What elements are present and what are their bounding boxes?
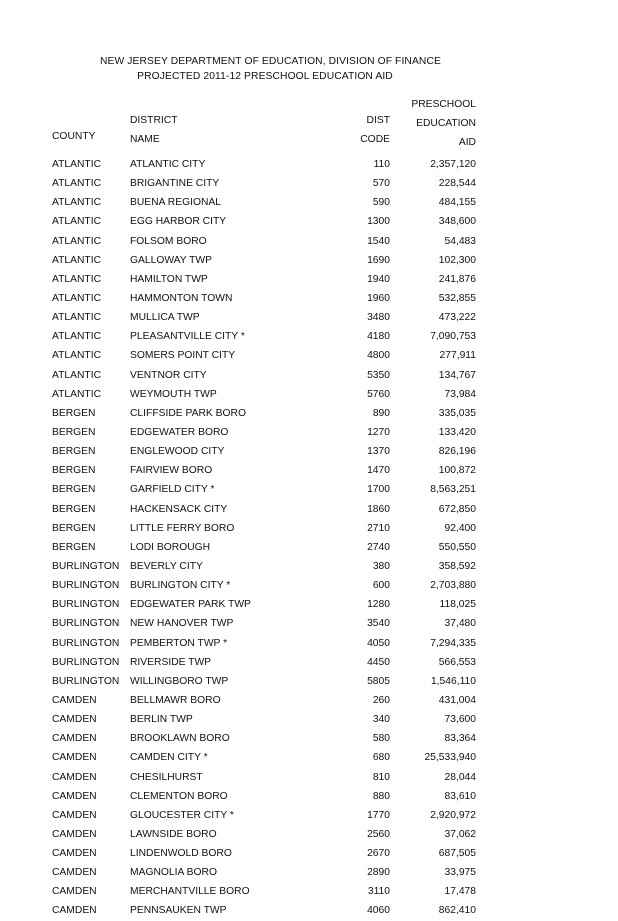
table-row: [0, 423, 618, 442]
district-name-cell: FOLSOM BORO: [130, 235, 207, 247]
table-row: [0, 346, 618, 365]
district-name-cell: WEYMOUTH TWP: [130, 388, 217, 400]
aid-amount-cell: 2,357,120: [430, 159, 476, 170]
column-header-code-line2: CODE: [360, 134, 390, 145]
county-cell: CAMDEN: [52, 733, 97, 745]
district-name-cell: ENGLEWOOD CITY: [130, 446, 225, 458]
county-cell: BERGEN: [52, 465, 96, 477]
aid-amount-cell: 102,300: [438, 254, 476, 266]
district-code-cell: 810: [372, 771, 390, 783]
county-cell: ATLANTIC: [52, 235, 102, 247]
district-code-cell: 380: [372, 560, 390, 572]
table-row: [0, 806, 618, 825]
table-row: [0, 289, 618, 308]
aid-amount-cell: 277,911: [439, 350, 476, 362]
aid-amount-cell: 7,090,753: [430, 331, 476, 343]
table-row: [0, 844, 618, 863]
table-row: [0, 385, 618, 404]
district-name-cell: LITTLE FERRY BORO: [130, 522, 235, 534]
county-cell: BERGEN: [52, 484, 96, 496]
table-row: [0, 500, 618, 519]
table-row: [0, 193, 618, 212]
district-code-cell: 2740: [367, 541, 390, 553]
table-row: [0, 595, 618, 614]
county-cell: CAMDEN: [52, 828, 97, 840]
aid-amount-cell: 473,222: [438, 312, 476, 324]
aid-amount-cell: 566,553: [438, 656, 476, 668]
county-cell: BERGEN: [52, 446, 96, 458]
county-cell: CAMDEN: [52, 790, 97, 802]
aid-amount-cell: 17,478: [444, 886, 476, 898]
table-row: [0, 729, 618, 748]
district-code-cell: 2710: [367, 522, 390, 534]
county-cell: CAMDEN: [52, 714, 97, 726]
county-cell: CAMDEN: [52, 905, 97, 917]
district-code-cell: 1770: [367, 809, 390, 821]
district-name-cell: GALLOWAY TWP: [130, 254, 213, 266]
table-row: [0, 538, 618, 557]
table-row: [0, 768, 618, 787]
table-row: [0, 404, 618, 423]
column-header-district-name: [130, 111, 177, 149]
county-cell: ATLANTIC: [52, 197, 102, 209]
table-row: [0, 901, 618, 920]
table-row: [0, 155, 618, 174]
county-cell: BERGEN: [52, 522, 96, 534]
district-table: [0, 155, 618, 921]
county-cell: ATLANTIC: [52, 273, 102, 285]
county-cell: BERGEN: [52, 407, 96, 419]
county-cell: ATLANTIC: [52, 216, 102, 228]
table-row: [0, 442, 618, 461]
district-name-cell: BERLIN TWP: [130, 714, 193, 726]
district-code-cell: 5350: [367, 369, 390, 381]
district-code-cell: 4050: [367, 637, 390, 649]
aid-amount-cell: 134,767: [438, 369, 476, 381]
county-cell: ATLANTIC: [52, 350, 102, 362]
aid-amount-cell: 7,294,335: [430, 637, 476, 649]
county-cell: BERGEN: [52, 503, 96, 515]
aid-amount-cell: 672,850: [438, 503, 476, 515]
district-name-cell: BROOKLAWN BORO: [130, 733, 230, 745]
district-name-cell: LODI BOROUGH: [130, 541, 211, 553]
table-row: [0, 882, 618, 901]
aid-amount-cell: 335,035: [438, 407, 476, 419]
district-code-cell: 4450: [367, 656, 390, 668]
district-name-cell: HAMILTON TWP: [130, 273, 208, 285]
county-cell: BURLINGTON: [52, 560, 120, 572]
district-code-cell: 110: [373, 159, 390, 170]
column-header-district-line1: DISTRICT: [130, 115, 178, 126]
document-subtitle: PROJECTED 2011-12 PRESCHOOL EDUCATION AID: [137, 71, 393, 82]
county-cell: BURLINGTON: [52, 618, 120, 630]
column-header-preschool-aid: [400, 95, 476, 152]
column-header-aid-line3: AID: [458, 137, 476, 148]
county-cell: BURLINGTON: [52, 580, 120, 592]
district-name-cell: CLIFFSIDE PARK BORO: [130, 407, 246, 419]
table-row: [0, 366, 618, 385]
county-cell: BURLINGTON: [52, 675, 120, 687]
column-header-aid-line2: EDUCATION: [416, 118, 476, 129]
aid-amount-cell: 25,533,940: [424, 752, 476, 764]
district-code-cell: 680: [372, 752, 390, 764]
district-code-cell: 260: [372, 694, 390, 706]
county-cell: CAMDEN: [52, 694, 97, 706]
district-name-cell: FAIRVIEW BORO: [130, 465, 213, 477]
document-title: NEW JERSEY DEPARTMENT OF EDUCATION, DIVISION OF FINANCE: [100, 56, 441, 67]
county-cell: BURLINGTON: [52, 599, 120, 611]
district-name-cell: PLEASANTVILLE CITY *: [130, 331, 245, 343]
district-name-cell: CHESILHURST: [130, 771, 203, 783]
aid-amount-cell: 431,004: [438, 694, 476, 706]
county-cell: ATLANTIC: [52, 388, 102, 400]
district-code-cell: 1700: [367, 484, 390, 496]
district-name-cell: MAGNOLIA BORO: [130, 867, 217, 879]
column-header-dist-code: [320, 111, 390, 149]
aid-amount-cell: 83,610: [444, 790, 476, 802]
district-code-cell: 1370: [367, 446, 390, 458]
table-row: [0, 825, 618, 844]
county-cell: CAMDEN: [52, 886, 97, 898]
aid-amount-cell: 550,550: [438, 541, 476, 553]
aid-amount-cell: 8,563,251: [430, 484, 476, 496]
district-name-cell: HAMMONTON TOWN: [130, 292, 233, 304]
district-code-cell: 590: [372, 197, 390, 209]
column-header-county: COUNTY: [52, 131, 96, 142]
district-code-cell: 3480: [367, 312, 390, 324]
district-name-cell: EDGEWATER BORO: [130, 426, 229, 438]
district-name-cell: GLOUCESTER CITY *: [130, 809, 234, 821]
aid-amount-cell: 532,855: [438, 292, 476, 304]
table-row: [0, 691, 618, 710]
county-cell: BURLINGTON: [52, 656, 120, 668]
district-code-cell: 570: [372, 178, 390, 190]
aid-amount-cell: 73,984: [444, 388, 476, 400]
district-code-cell: 890: [372, 407, 390, 419]
district-code-cell: 1280: [367, 599, 390, 611]
district-code-cell: 1940: [367, 273, 390, 285]
aid-amount-cell: 100,872: [438, 465, 476, 477]
county-cell: ATLANTIC: [52, 369, 102, 381]
county-cell: BERGEN: [52, 541, 96, 553]
district-code-cell: 5805: [367, 675, 390, 687]
table-row: [0, 174, 618, 193]
table-row: [0, 748, 618, 767]
district-code-cell: 600: [372, 580, 390, 592]
table-row: [0, 480, 618, 499]
aid-amount-cell: 118,025: [439, 599, 476, 611]
table-row: [0, 863, 618, 882]
aid-amount-cell: 37,480: [444, 618, 476, 630]
district-name-cell: LAWNSIDE BORO: [130, 828, 217, 840]
district-name-cell: MERCHANTVILLE BORO: [130, 886, 250, 898]
county-cell: ATLANTIC: [52, 331, 102, 343]
aid-amount-cell: 241,876: [438, 273, 476, 285]
district-code-cell: 2670: [367, 848, 390, 860]
county-cell: CAMDEN: [52, 771, 97, 783]
district-name-cell: EGG HARBOR CITY: [130, 216, 227, 228]
district-name-cell: HACKENSACK CITY: [130, 503, 228, 515]
district-code-cell: 1690: [367, 254, 390, 266]
district-code-cell: 2890: [367, 867, 390, 879]
district-code-cell: 580: [372, 733, 390, 745]
district-code-cell: 1470: [367, 465, 390, 477]
district-name-cell: CLEMENTON BORO: [130, 790, 228, 802]
table-row: [0, 461, 618, 480]
district-code-cell: 4060: [367, 905, 390, 917]
district-name-cell: PEMBERTON TWP *: [130, 637, 228, 649]
table-row: [0, 327, 618, 346]
aid-amount-cell: 2,920,972: [430, 809, 476, 821]
district-name-cell: SOMERS POINT CITY: [130, 350, 236, 362]
aid-amount-cell: 826,196: [438, 446, 476, 458]
county-cell: ATLANTIC: [52, 178, 102, 190]
aid-amount-cell: 862,410: [438, 905, 476, 917]
district-code-cell: 880: [372, 790, 390, 802]
county-cell: ATLANTIC: [52, 159, 102, 170]
district-name-cell: VENTNOR CITY: [130, 369, 207, 381]
aid-amount-cell: 37,062: [444, 828, 476, 840]
aid-amount-cell: 228,544: [438, 178, 476, 190]
table-row: [0, 270, 618, 289]
aid-amount-cell: 92,400: [444, 522, 476, 534]
aid-amount-cell: 73,600: [444, 714, 476, 726]
county-cell: BURLINGTON: [52, 637, 120, 649]
district-code-cell: 1860: [367, 503, 390, 515]
district-name-cell: LINDENWOLD BORO: [130, 848, 232, 860]
aid-amount-cell: 348,600: [438, 216, 476, 228]
district-code-cell: 340: [372, 714, 390, 726]
aid-amount-cell: 484,155: [438, 197, 476, 209]
aid-amount-cell: 1,546,110: [430, 675, 476, 687]
district-code-cell: 3540: [367, 618, 390, 630]
county-cell: BERGEN: [52, 426, 96, 438]
district-name-cell: BRIGANTINE CITY: [130, 178, 220, 190]
county-cell: ATLANTIC: [52, 312, 102, 324]
table-row: [0, 787, 618, 806]
aid-amount-cell: 2,703,880: [430, 580, 476, 592]
table-row: [0, 212, 618, 231]
table-row: [0, 576, 618, 595]
aid-amount-cell: 33,975: [444, 867, 476, 879]
aid-amount-cell: 358,592: [438, 560, 476, 572]
aid-amount-cell: 54,483: [444, 235, 476, 247]
column-header-code-line1: DIST: [366, 115, 390, 126]
table-row: [0, 308, 618, 327]
district-name-cell: ATLANTIC CITY: [130, 159, 206, 170]
county-cell: CAMDEN: [52, 809, 97, 821]
aid-amount-cell: 28,044: [444, 771, 476, 783]
district-name-cell: BUENA REGIONAL: [130, 197, 221, 209]
table-row: [0, 710, 618, 729]
district-code-cell: 4180: [367, 331, 390, 343]
district-name-cell: PENNSAUKEN TWP: [130, 905, 227, 917]
county-cell: ATLANTIC: [52, 292, 102, 304]
table-row: [0, 672, 618, 691]
table-row: [0, 519, 618, 538]
district-name-cell: GARFIELD CITY *: [130, 484, 215, 496]
district-name-cell: BEVERLY CITY: [130, 560, 203, 572]
table-row: [0, 653, 618, 672]
county-cell: ATLANTIC: [52, 254, 102, 266]
aid-amount-cell: 687,505: [438, 848, 476, 860]
district-code-cell: 1300: [367, 216, 390, 228]
district-code-cell: 1960: [367, 292, 390, 304]
district-name-cell: BURLINGTON CITY *: [130, 580, 231, 592]
district-name-cell: NEW HANOVER TWP: [130, 618, 234, 630]
aid-amount-cell: 133,420: [438, 426, 476, 438]
table-row: [0, 557, 618, 576]
district-code-cell: 5760: [367, 388, 390, 400]
column-header-district-line2: NAME: [130, 134, 160, 145]
district-name-cell: WILLINGBORO TWP: [130, 675, 229, 687]
district-name-cell: MULLICA TWP: [130, 312, 200, 324]
aid-amount-cell: 83,364: [444, 733, 476, 745]
table-row: [0, 614, 618, 633]
county-cell: CAMDEN: [52, 867, 97, 879]
district-name-cell: CAMDEN CITY *: [130, 752, 208, 764]
district-code-cell: 2560: [367, 828, 390, 840]
district-name-cell: RIVERSIDE TWP: [130, 656, 212, 668]
district-name-cell: EDGEWATER PARK TWP: [130, 599, 251, 611]
district-code-cell: 3110: [367, 886, 390, 898]
district-code-cell: 1270: [367, 426, 390, 438]
county-cell: CAMDEN: [52, 848, 97, 860]
table-row: [0, 634, 618, 653]
column-header-aid-line1: PRESCHOOL: [411, 99, 476, 110]
district-code-cell: 4800: [367, 350, 390, 362]
table-row: [0, 251, 618, 270]
county-cell: CAMDEN: [52, 752, 97, 764]
district-code-cell: 1540: [367, 235, 390, 247]
table-row: [0, 232, 618, 251]
district-name-cell: BELLMAWR BORO: [130, 694, 221, 706]
